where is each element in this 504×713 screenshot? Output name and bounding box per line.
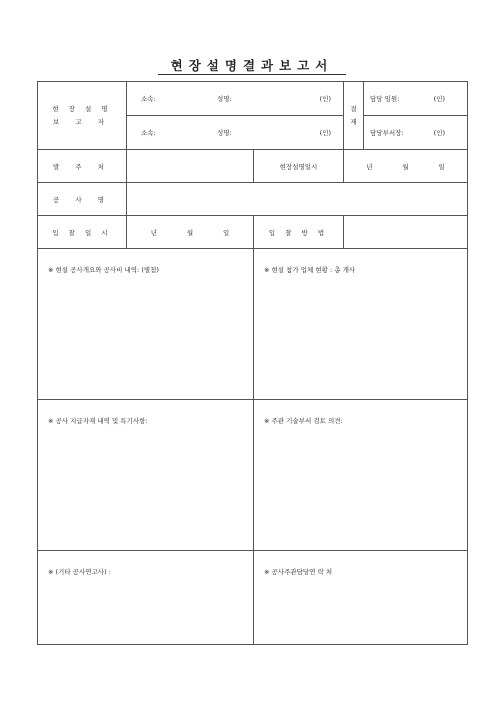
bid-date-label: 입 찰 일 시 — [38, 216, 127, 249]
bid-date-field[interactable] — [127, 216, 254, 249]
project-value-field[interactable] — [127, 183, 468, 216]
review-section[interactable]: ※ 주관 기술부서 검토 의견: — [254, 400, 468, 551]
approval-label-cell — [344, 82, 364, 150]
approval-row-executive[interactable] — [364, 82, 467, 115]
approval-label-line2: 재 — [350, 117, 357, 126]
reporter-affiliation-label: 소속: — [141, 129, 156, 137]
materials-section[interactable]: ※ 공사 지급자재 내역 및 특기사항: — [38, 400, 254, 551]
briefing-date-label: 현장설명일시 — [254, 150, 344, 183]
client-value-field[interactable] — [127, 150, 254, 183]
reporter-info-cell — [127, 82, 344, 150]
approval-role-label: 담당 임원: — [370, 95, 400, 103]
briefing-month-label: 월 — [402, 162, 409, 171]
approval-row-dept-head[interactable] — [364, 115, 467, 149]
page-title: 현장설명결과보고서 — [170, 58, 334, 73]
reporter-seal: (인) — [319, 129, 332, 137]
approval-role-label: 담당부서장: — [370, 129, 404, 137]
briefing-year-label: 년 — [366, 162, 373, 171]
report-form — [37, 81, 468, 645]
bid-method-field[interactable] — [344, 216, 468, 249]
client-label: 발 주 처 — [38, 150, 127, 183]
overview-section[interactable]: ※ 현설 공사개요와 공사비 내역: (별첨) — [38, 249, 254, 400]
contact-section[interactable]: ※ 공사주관담당연 락 처 — [254, 551, 468, 645]
reporter-row-2[interactable] — [127, 115, 343, 149]
other-section[interactable]: ※ (기타 공사연고사) : — [38, 551, 254, 645]
approval-seal: (인) — [433, 129, 446, 137]
reporter-affiliation-label: 소속: — [141, 95, 156, 103]
title-underline — [158, 74, 346, 75]
reporter-label-line2: 보 고 자 — [53, 117, 111, 126]
reporter-name-label: 성명: — [217, 95, 232, 103]
participants-section[interactable]: ※ 현설 참가 업체 현황 : 총 개사 — [254, 249, 468, 400]
reporter-row-1[interactable] — [127, 82, 343, 115]
reporter-name-label: 성명: — [217, 129, 232, 137]
reporter-label-cell — [38, 82, 127, 150]
bid-day-label: 일 — [222, 228, 230, 237]
reporter-seal: (인) — [319, 95, 332, 103]
briefing-date-field[interactable] — [344, 150, 468, 183]
reporter-label-line1: 현 장 설 명 — [52, 104, 112, 113]
project-label: 공 사 명 — [38, 183, 127, 216]
approval-info-cell — [364, 82, 468, 150]
bid-method-label: 입 찰 방 법 — [254, 216, 344, 249]
bid-month-label: 월 — [186, 228, 194, 237]
briefing-day-label: 일 — [438, 162, 445, 171]
bid-year-label: 년 — [150, 228, 158, 237]
approval-label-line1: 결 — [350, 104, 357, 113]
approval-seal: (인) — [433, 95, 446, 103]
